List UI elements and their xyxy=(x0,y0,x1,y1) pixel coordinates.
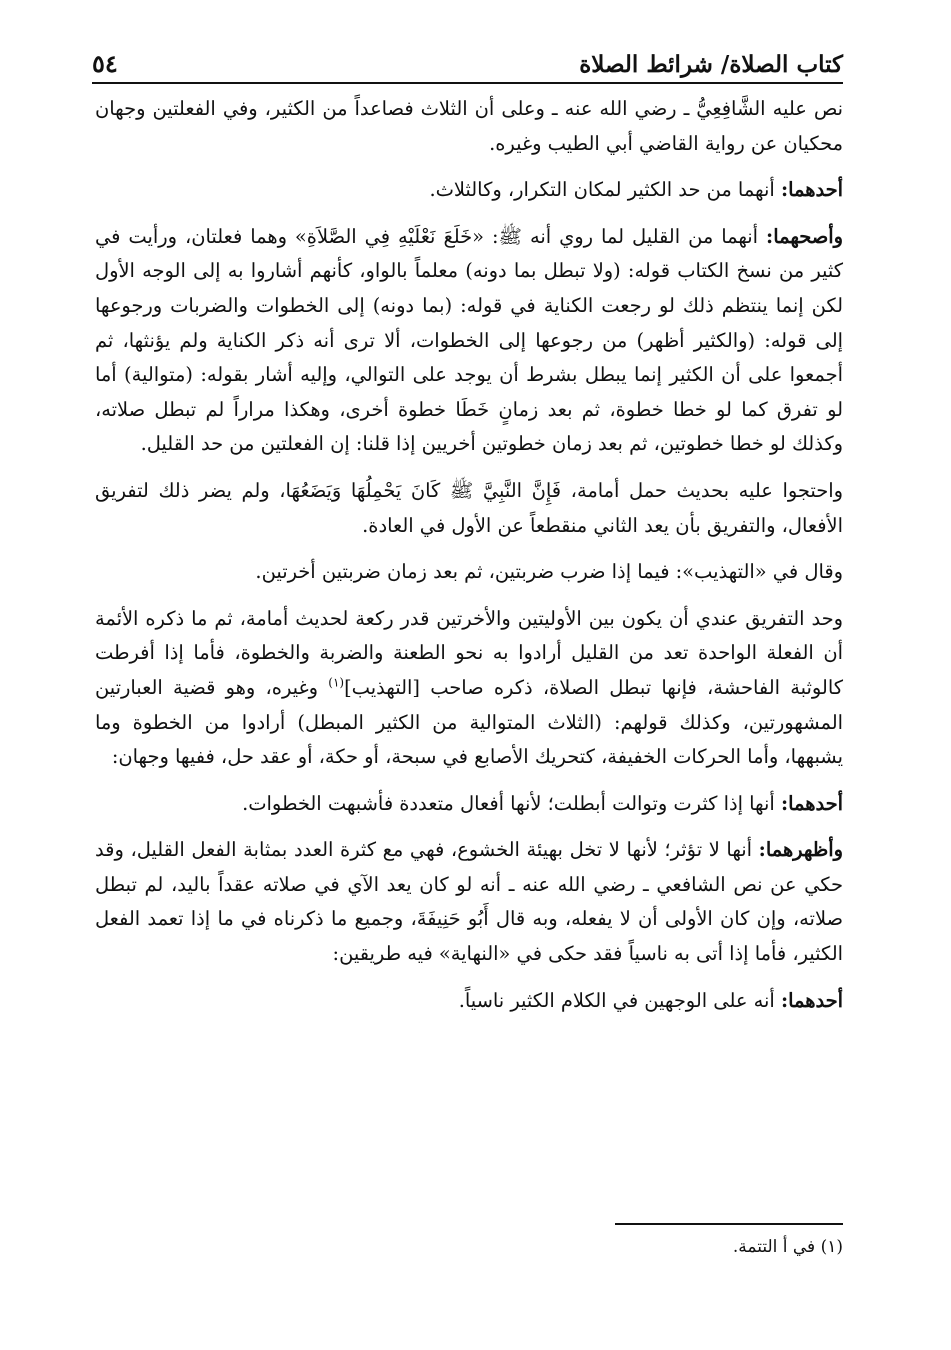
paragraph xyxy=(95,833,843,971)
running-title: كتاب الصلاة/ شرائط الصلاة xyxy=(579,51,843,78)
page-number: ٥٤ xyxy=(92,49,118,78)
paragraph xyxy=(95,173,843,208)
paragraph xyxy=(95,474,843,543)
paragraph-text: أنه على الوجهين في الكلام الكثير ناسياً. xyxy=(458,988,781,1012)
paragraph xyxy=(95,787,843,822)
footnote: (١) في أ التتمة. xyxy=(732,1237,843,1257)
paragraph-lead: وأظهرهما: xyxy=(758,838,843,862)
paragraph-text-continued: وغيره، وهو قضية العبارتين المشهورتين، وكذلك قولهم: (الثلاث المتوالية من الكثير المبطل) أرادوا من الخطوة وما يشبهها، وأما الحركات الخفيفة، كتحريك الأصابع في سبحة، أو حكة، أو عقد حل، ففيها وجهان: xyxy=(95,675,843,769)
paragraph xyxy=(95,984,843,1019)
paragraph-lead: أحدهما: xyxy=(780,791,843,815)
paragraph xyxy=(95,602,843,775)
page-header xyxy=(92,38,843,84)
paragraph-text: أنها لا تؤثر؛ لأنها لا تخل بهيئة الخشوع، فهي مع كثرة العدد بمثابة الفعل القليل، وقد حكي عن نص الشافعي ـ رضي الله عنه ـ أنه لو كان يعد الآي في صلاته عقداً باليد، لم تبطل صلاته، وإن كان الأولى أن لا يفعله، وبه قال أَبُو حَنِيفَةَ، وجميع ما ذكرناه في ما إذا تعمد الفعل الكثير، فأما إذا أتى به ناسياً فقد حكى في «النهاية» فيه طريقين: xyxy=(95,838,843,966)
paragraph-text: أنها إذا كثرت وتوالت أبطلت؛ لأنها أفعال متعددة فأشبهت الخطوات. xyxy=(242,791,781,815)
paragraph-text: وحد التفريق عندي أن يكون بين الأوليتين والأخرتين قدر ركعة لحديث أمامة، ثم ما ذكره الأئمة أن الفعلة الواحدة تعد من القليل أرادوا به نحو الطعنة والضربة والخطوة، فأما إذا أفرطت كالوثبة الفاحشة، فإنها تبطل الصلاة، ذكره صاحب [التهذيب] xyxy=(95,606,843,699)
paragraph-text: وقال في «التهذيب»: فيما إذا ضرب ضربتين، ثم بعد زمان ضربتين أخرتين. xyxy=(255,560,843,584)
paragraph xyxy=(95,555,843,590)
paragraph-lead: أحدهما: xyxy=(780,178,843,202)
paragraph xyxy=(95,92,843,161)
footnote-marker: (١) xyxy=(328,675,345,690)
paragraph-text: نص عليه الشَّافِعِيُّ ـ رضي الله عنه ـ وعلى أن الثلاث فصاعداً من الكثير، وفي الفعلتين وجهان محكيان عن رواية القاضي أبي الطيب وغيره. xyxy=(95,97,843,155)
paragraph-text: أنهما من حد الكثير لمكان التكرار، وكالثلاث. xyxy=(429,178,781,202)
footnote-divider xyxy=(615,1223,843,1225)
paragraph-lead: أحدهما: xyxy=(780,988,843,1012)
paragraph xyxy=(95,220,843,462)
paragraph-text: أنهما من القليل لما روي أنه ﷺ: «خَلَعَ نَعْلَيْهِ فِي الصَّلاَةِ» وهما فعلتان، ورأيت في كثير من نسخ الكتاب قوله: (ولا تبطل بما دونه) معلماً بالواو، كأنهم أشاروا به إلى الوجه الأول لكن إنما ينتظم ذلك لو رجعت الكناية في قوله: (بما دونه) إلى الخطوات والضربات ورجوعها إلى قوله: (والكثير أظهر) من رجوعها إلى الخطوات، ألا ترى أنه ذكر الكناية ولم يؤنثها، ثم أجمعوا على أن الكثير إنما يبطل بشرط أن يوجد على التوالي، وإليه أشار بقوله: (متوالية) أما لو تفرق كما لو خطا خطوة، ثم بعد زمانٍ خَطَا خطوة أخرى، وهكذا مراراً لم تبطل صلاته، وكذلك لو خطا خطوتين، ثم بعد زمان خطوتين أخريين إذا قلنا: إن الفعلتين من حد القليل. xyxy=(95,224,843,456)
paragraph-lead: وأصحهما: xyxy=(766,224,843,248)
paragraph-text: واحتجوا عليه بحديث حمل أمامة، فَإِنَّ النَّبِيَّ ﷺ كَانَ يَحْمِلُهَا وَيَضَعُهَا، ولم يضر ذلك لتفريق الأفعال، والتفريق بأن يعد الثاني منقطعاً عن الأول في العادة. xyxy=(95,478,843,537)
main-text xyxy=(95,92,843,1030)
